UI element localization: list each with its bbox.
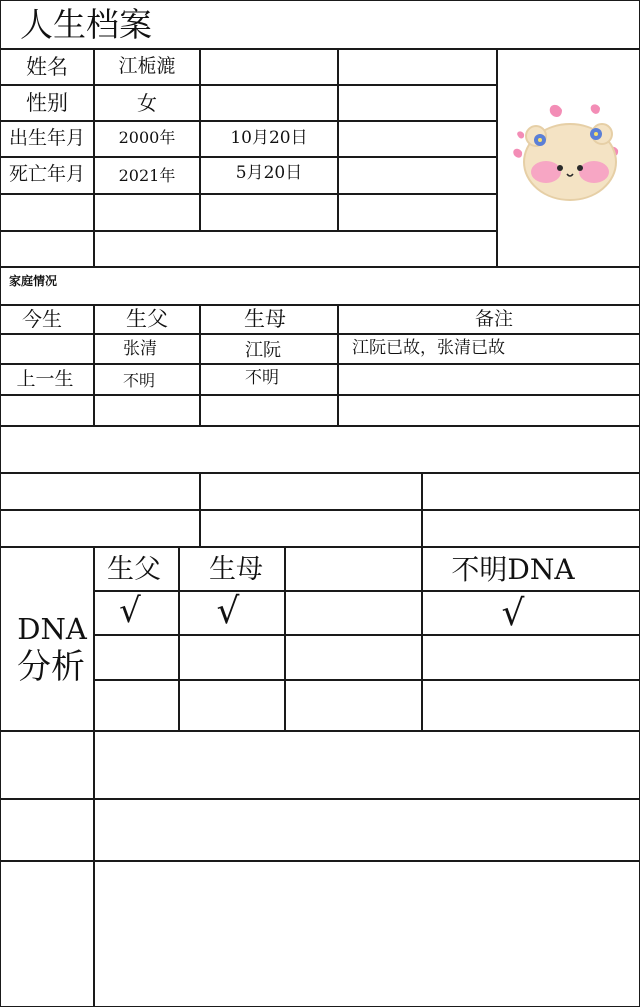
profile-cell — [199, 48, 339, 86]
dna-col-mother: 生母 — [209, 554, 263, 585]
profile-cell — [199, 84, 339, 122]
profile-cell — [337, 156, 498, 195]
profile-cell — [199, 193, 339, 232]
dna-unknown-checkmark: √ — [501, 593, 525, 634]
name-label: 姓名 — [26, 55, 68, 79]
profile-cell — [337, 120, 498, 158]
col-note-header: 备注 — [474, 308, 513, 330]
family-section-label: 家庭情况 — [9, 274, 58, 288]
family-cell — [0, 333, 95, 365]
dna-cell — [178, 679, 286, 732]
col-life-header: 今生 — [22, 307, 62, 331]
row2-label: 上一生 — [16, 368, 74, 390]
row1-mother: 江阮 — [245, 340, 281, 361]
cartoon-sticker-image — [510, 100, 628, 210]
family-cell — [93, 394, 201, 427]
col-mother-header: 生母 — [244, 307, 286, 331]
bottom-cell — [0, 798, 95, 862]
blank-cell — [199, 472, 423, 511]
blank-cell — [199, 509, 423, 548]
profile-cell — [337, 84, 498, 122]
col-father-header: 生父 — [126, 307, 168, 331]
birth-year: 2000年 — [118, 128, 176, 147]
row2-father: 不明 — [122, 371, 155, 390]
profile-cell — [93, 230, 498, 268]
page-title: 人生档案 — [20, 5, 152, 44]
dna-cell — [421, 679, 640, 732]
gender-label: 性别 — [26, 91, 68, 115]
death-date: 5月20日 — [235, 163, 303, 183]
profile-cell — [93, 193, 201, 232]
bottom-cell — [0, 860, 95, 1007]
dna-label-line2: 分析 — [17, 647, 85, 687]
dna-cell — [93, 634, 180, 681]
row1-father: 张清 — [123, 339, 157, 359]
family-cell — [0, 394, 95, 427]
bottom-cell — [93, 730, 640, 800]
blank-cell — [421, 509, 640, 548]
bottom-cell — [0, 730, 95, 800]
profile-cell — [0, 193, 95, 232]
family-cell — [337, 363, 640, 396]
dna-cell — [284, 546, 423, 592]
blank-row — [0, 425, 640, 474]
dna-col-father: 生父 — [107, 554, 161, 585]
dna-col-unknown: 不明DNA — [451, 553, 575, 586]
family-cell — [337, 394, 640, 427]
dna-mother-checkmark: √ — [216, 591, 240, 632]
dna-cell — [421, 634, 640, 681]
family-section-header — [0, 266, 640, 306]
profile-cell — [0, 230, 95, 268]
gender-value: 女 — [137, 91, 157, 115]
dna-label-line1: DNA — [17, 612, 87, 646]
bottom-cell — [93, 798, 640, 862]
blank-cell — [421, 472, 640, 511]
family-cell — [199, 394, 339, 427]
blank-cell — [0, 509, 201, 548]
bottom-cell — [93, 860, 640, 1007]
blank-cell — [0, 472, 201, 511]
profile-cell — [337, 193, 498, 232]
dna-cell — [284, 634, 423, 681]
row1-note: 江阮已故，张清已故 — [352, 338, 505, 358]
profile-cell — [337, 48, 498, 86]
dna-cell — [178, 634, 286, 681]
birth-label: 出生年月 — [8, 127, 85, 149]
name-value: 江栀漉 — [118, 55, 176, 77]
death-year: 2021年 — [118, 166, 176, 185]
birth-date: 10月20日 — [230, 128, 308, 148]
dna-father-checkmark: √ — [119, 591, 141, 631]
dna-cell — [284, 590, 423, 636]
death-label: 死亡年月 — [8, 163, 85, 185]
row2-mother: 不明 — [245, 368, 279, 388]
dna-cell — [284, 679, 423, 732]
dna-cell — [93, 679, 180, 732]
